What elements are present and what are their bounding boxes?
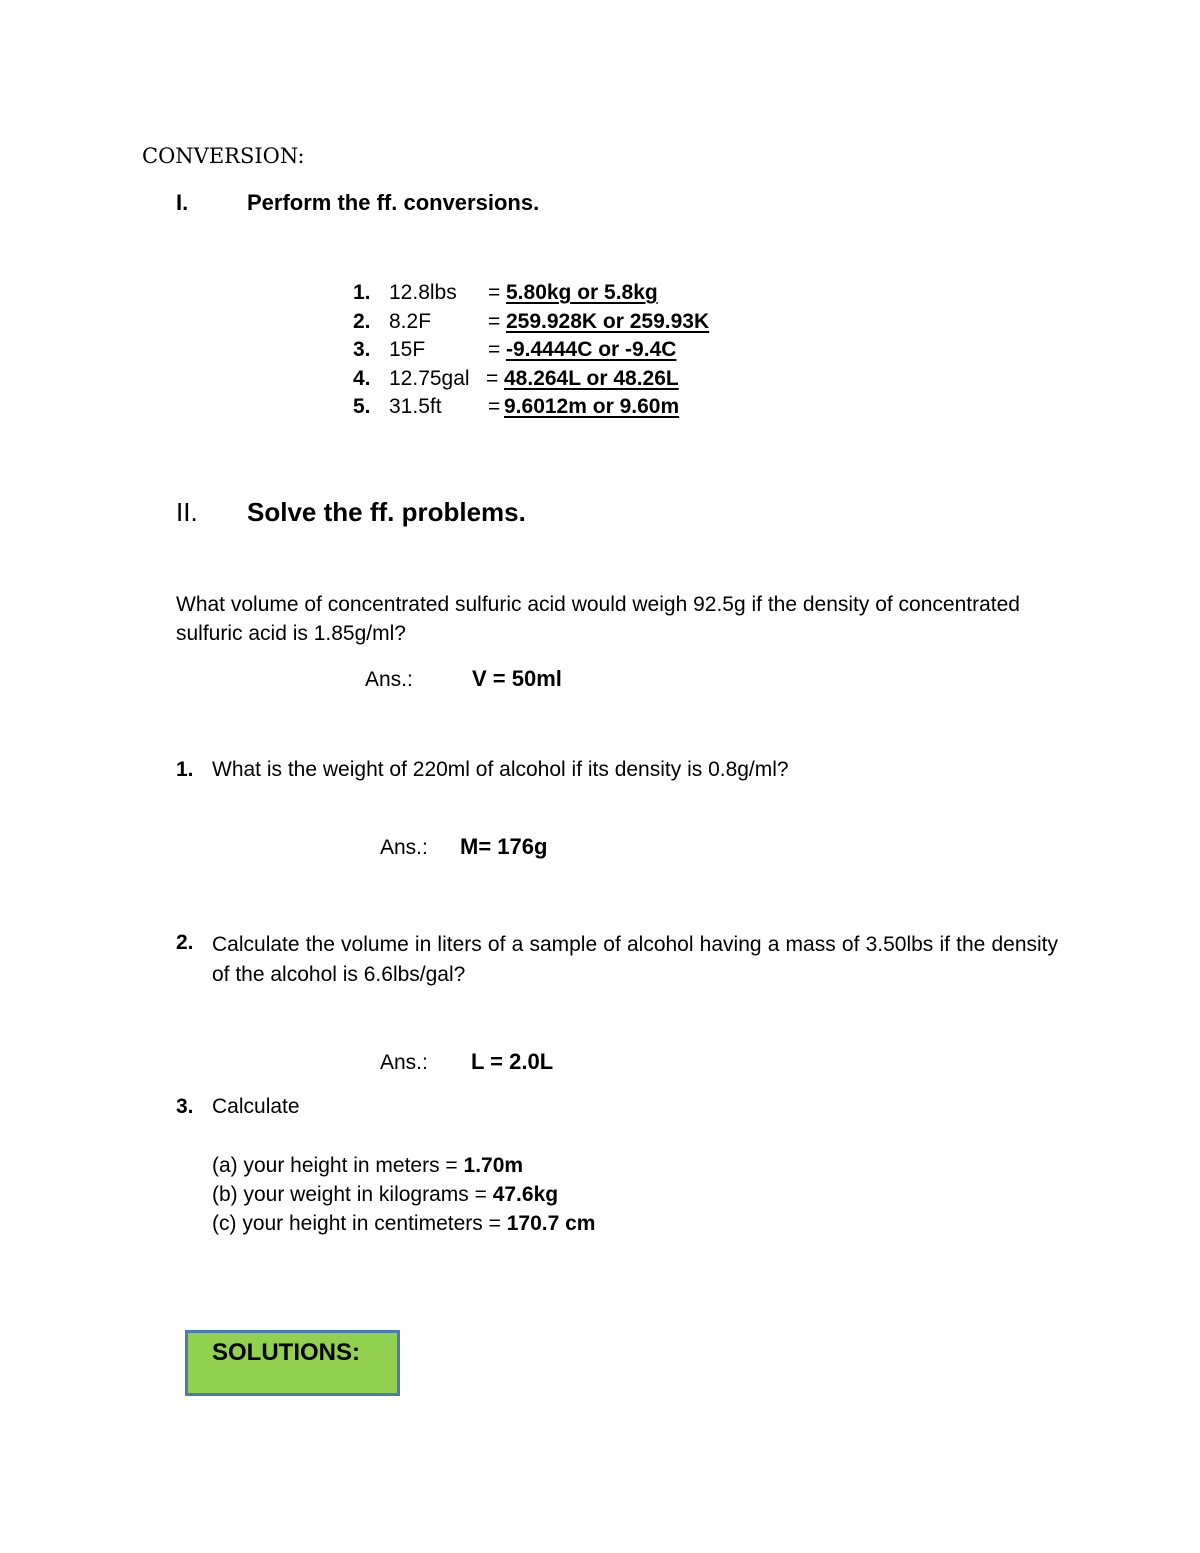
conversion-answer: 9.6012m or 9.60m: [504, 395, 680, 418]
problem-number: 3.: [176, 1095, 194, 1118]
answer-value: L = 2.0L: [471, 1049, 554, 1074]
solutions-label: SOLUTIONS:: [212, 1339, 360, 1366]
answer-value: V = 50ml: [472, 666, 562, 691]
conversion-answer: -9.4444C or -9.4C: [506, 338, 677, 361]
sub-part: [212, 1183, 558, 1207]
problem-question: Calculate: [212, 1095, 300, 1118]
conversion-equals: =: [488, 395, 501, 418]
answer-value: M= 176g: [460, 834, 548, 859]
sub-part-label: (b) your weight in kilograms =: [212, 1183, 493, 1206]
sub-part-value: 170.7 cm: [506, 1212, 596, 1235]
conversion-from: 15F: [389, 338, 426, 361]
answer-label: Ans.:: [380, 1051, 428, 1074]
section-2-numeral: II.: [176, 497, 198, 527]
conversion-from: 31.5ft: [389, 395, 442, 418]
sub-part: [212, 1212, 595, 1236]
sub-part: [212, 1154, 523, 1178]
section-1-title: Perform the ff. conversions.: [247, 190, 540, 215]
example-question: What volume of concentrated sulfuric acid would weigh 92.5g if the density of concentrated sulfuric acid is 1.85g/ml?: [176, 593, 1020, 645]
conversion-number: 2.: [353, 310, 371, 333]
conversion-from: 8.2F: [389, 310, 432, 333]
problem-question: What is the weight of 220ml of alcohol if its density is 0.8g/ml?: [212, 758, 789, 781]
conversion-from: 12.8lbs: [389, 281, 457, 304]
answer-label: Ans.:: [365, 668, 413, 691]
conversion-equals: =: [488, 310, 501, 333]
conversion-answer: 5.80kg or 5.8kg: [506, 281, 658, 304]
document-header: CONVERSION:: [142, 144, 305, 168]
conversion-number: 1.: [353, 281, 371, 304]
sub-part-label: (c) your height in centimeters =: [212, 1212, 507, 1235]
problem-number: 2.: [176, 931, 194, 954]
sub-part-value: 47.6kg: [492, 1183, 559, 1206]
solutions-box: [185, 1330, 400, 1396]
conversion-number: 3.: [353, 338, 371, 361]
sub-part-label: (a) your height in meters =: [212, 1154, 464, 1177]
conversion-from: 12.75gal: [389, 367, 470, 390]
section-2-title: Solve the ff. problems.: [247, 497, 526, 527]
conversion-number: 5.: [353, 395, 371, 418]
conversion-number: 4.: [353, 367, 371, 390]
conversion-answer: 48.264L or 48.26L: [504, 367, 679, 390]
problem-question: Calculate the volume in liters of a sample of alcohol having a mass of 3.50lbs if the density of the alcohol is 6.6lbs/gal?: [212, 933, 1058, 986]
problem-number: 1.: [176, 758, 194, 781]
conversion-equals: =: [486, 367, 499, 390]
answer-label: Ans.:: [380, 836, 428, 859]
conversion-equals: =: [488, 281, 501, 304]
section-1-numeral: I.: [176, 190, 189, 215]
sub-part-value: 1.70m: [463, 1154, 524, 1177]
conversion-equals: =: [488, 338, 501, 361]
conversion-answer: 259.928K or 259.93K: [506, 310, 710, 333]
